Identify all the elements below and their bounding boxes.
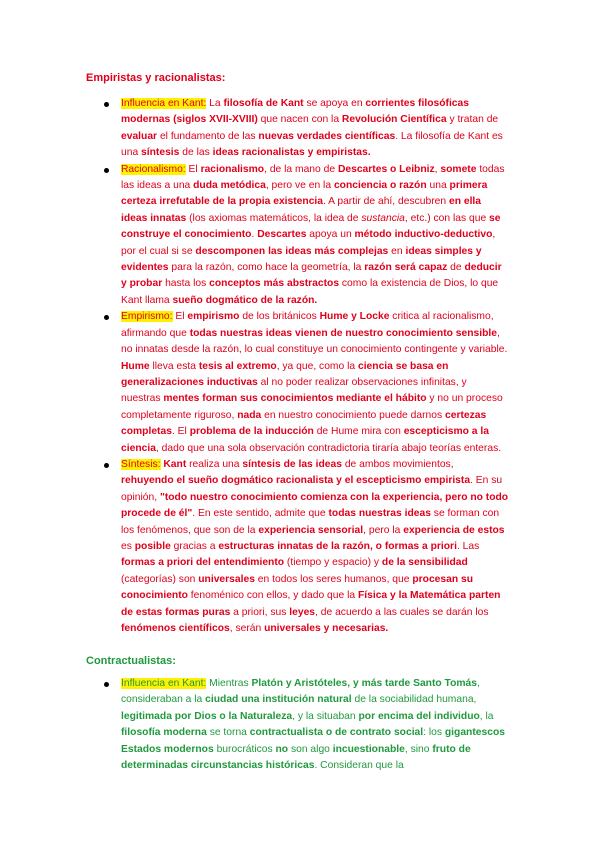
- bullet-icon: [104, 315, 109, 320]
- bold-text: sueño dogmático de la razón.: [172, 294, 318, 306]
- bold-text: todas nuestras ideas vienen de nuestro conocimiento sensible: [189, 327, 497, 339]
- item-label: Racionalismo:: [121, 163, 186, 175]
- text-run: . En su opinión,: [121, 475, 503, 503]
- text-run: se apoya en: [303, 98, 366, 109]
- text-run: , por el cual si se: [121, 229, 496, 257]
- text-run: en todos los seres humanos, que: [254, 573, 413, 585]
- text-run: una: [426, 180, 450, 192]
- bold-text: síntesis: [141, 147, 180, 159]
- bold-text: por encima del individuo: [358, 710, 480, 722]
- heading-empiristas-racionalistas: Empiristas y racionalistas:: [86, 72, 226, 84]
- bold-text: nada: [237, 409, 262, 421]
- bold-text: Hume y Locke: [319, 311, 390, 323]
- bold-text: somete: [440, 163, 477, 175]
- text-run: y no un proceso completamente riguroso,: [121, 393, 503, 421]
- list-item-influencia-kant-contractualistas: [104, 676, 509, 774]
- bold-text: incuestionable: [332, 743, 405, 755]
- item-label: Influencia en Kant:: [121, 98, 207, 109]
- text-run: hasta los: [162, 278, 210, 290]
- item-text: [121, 164, 505, 306]
- text-run: El: [185, 163, 201, 175]
- list-item-influencia-kant: [104, 96, 509, 162]
- bold-text: ideas racionalistas y empiristas.: [212, 147, 371, 159]
- text-run: , sino: [404, 743, 433, 755]
- text-run: El: [172, 311, 188, 323]
- text-run: de: [447, 262, 465, 274]
- item-label: Empirismo:: [121, 311, 173, 323]
- text-run: se forman con los fenómenos, que son de la: [121, 508, 500, 536]
- text-run: es: [121, 540, 135, 552]
- bold-text: evaluar: [121, 130, 158, 142]
- bold-text: certezas completas: [121, 409, 487, 438]
- text-run: , etc.) con las que: [404, 212, 490, 224]
- text-run: apoya un: [306, 229, 355, 241]
- bold-text: no: [275, 743, 289, 755]
- bold-text: Kant: [163, 458, 187, 470]
- text-run: fenoménico con ellos, y dado que la: [187, 590, 358, 602]
- bold-text: razón será capaz: [364, 262, 448, 274]
- text-run: al no poder realizar observaciones infinitas, y nuestras: [121, 376, 467, 405]
- bold-text: ideas simples y evidentes: [121, 245, 482, 274]
- bold-text: formas a priori del entendimiento: [121, 557, 285, 569]
- bold-text: empirismo: [187, 311, 240, 323]
- bold-text: procesan su conocimiento: [121, 573, 474, 602]
- list-item-sintesis: [104, 457, 509, 637]
- text-run: . Consideran que la: [314, 760, 404, 772]
- bold-text: Platón y Aristóteles, y más tarde Santo Tomás: [251, 678, 477, 689]
- text-run: para la razón, como hace la geometría, la: [168, 262, 365, 274]
- bold-text: ciencia se basa en generalizaciones inductivas: [121, 360, 449, 388]
- text-run: de la sociabilidad humana,: [351, 694, 477, 706]
- text-run: , de acuerdo a las cuales se darán los: [315, 606, 489, 618]
- item-text: [121, 459, 508, 634]
- text-run: de Hume mira con: [313, 426, 404, 438]
- text-run: como la existencia de Dios, lo que Kant llama: [121, 278, 499, 306]
- bold-text: duda metódica: [193, 180, 266, 192]
- bold-text: universales y necesarias.: [264, 623, 389, 634]
- text-run: ,: [434, 163, 441, 175]
- bold-text: Revolución Científica: [341, 114, 447, 126]
- bold-text: mentes forman sus conocimientos mediante el hábito: [163, 393, 427, 405]
- text-run: . La filosofía de Kant es una: [121, 130, 503, 159]
- bold-text: universales: [198, 573, 255, 585]
- text-run: , de la mano de: [264, 163, 338, 175]
- bullet-icon: [104, 463, 109, 468]
- list-item-empirismo: [104, 309, 509, 457]
- text-run: lleva esta: [149, 360, 199, 372]
- text-run: (tiempo y espacio) y: [284, 557, 382, 569]
- text-run: gracias a: [170, 540, 219, 552]
- text-run: el fundamento de las: [157, 130, 259, 142]
- heading-contractualistas: Contractualistas:: [86, 655, 176, 667]
- item-label: Síntesis:: [121, 458, 161, 470]
- item-text: [121, 678, 505, 771]
- bold-text: deducir y probar: [121, 262, 502, 290]
- bold-text: experiencia sensorial: [258, 524, 364, 536]
- text-run: . A partir de ahí, descubren: [323, 196, 449, 208]
- text-run: y tratan de: [446, 114, 499, 126]
- bold-text: estructuras innatas de la razón, o formas a priori: [218, 540, 457, 552]
- bold-text: fruto de determinadas circunstancias históricas: [121, 743, 471, 772]
- bold-text: posible: [134, 540, 171, 552]
- bold-text: de la sensibilidad: [381, 557, 468, 569]
- bold-text: leyes: [289, 606, 316, 618]
- text-run: . Las: [456, 540, 480, 552]
- bold-text: problema de la inducción: [189, 426, 314, 438]
- text-run: (categorías) son: [121, 573, 199, 585]
- item-text: [121, 311, 507, 453]
- bold-text: legitimada por Dios o la Naturaleza: [121, 710, 293, 722]
- bold-text: "todo nuestro conocimiento comienza con la experiencia, pero no todo procede de él": [121, 491, 509, 520]
- bold-text: en ella ideas innatas: [121, 196, 482, 224]
- bullet-icon: [104, 682, 109, 687]
- text-run: , ya que, como la: [276, 360, 358, 372]
- bold-text: escepticismo a la ciencia: [121, 426, 489, 454]
- text-run: en nuestro conocimiento puede darnos: [261, 409, 445, 421]
- text-run: La: [206, 98, 224, 109]
- text-run: .: [251, 229, 258, 241]
- bold-text: contractualista o de contrato social: [249, 727, 424, 739]
- text-run: , no innatas desde la razón, lo cual constituye un conocimiento contingente y variable.: [121, 327, 508, 356]
- bold-text: se construye el conocimiento: [121, 212, 501, 241]
- bold-text: descomponen las ideas más complejas: [195, 245, 389, 257]
- text-run: . En este sentido, admite que: [192, 508, 329, 520]
- bold-text: síntesis de las ideas: [242, 458, 342, 470]
- text-run: en: [388, 245, 406, 257]
- text-run: , dado que una sola observación contradictoria tiraría abajo teorías enteras.: [155, 442, 502, 454]
- bold-text: Hume: [121, 360, 150, 372]
- text-run: : los: [423, 727, 445, 739]
- text-run: . El: [171, 426, 190, 438]
- text-run: (los axiomas matemáticos, la idea de: [186, 212, 362, 224]
- text-run: , serán: [229, 623, 265, 634]
- text-run: de los británicos: [239, 311, 320, 323]
- bold-text: Descartes: [257, 229, 307, 241]
- text-run: se torna: [206, 727, 250, 739]
- text-run: de ambos movimientos,: [341, 458, 454, 470]
- list-item-racionalismo: [104, 162, 509, 310]
- text-run: a priori, sus: [230, 606, 290, 618]
- item-label: Influencia en Kant:: [121, 678, 207, 689]
- text-run: Mientras: [206, 678, 252, 689]
- text-run: , pero ve en la: [265, 180, 334, 192]
- bold-text: conceptos más abstractos: [209, 278, 340, 290]
- bold-text: filosofía moderna: [121, 727, 207, 739]
- bold-text: ciudad una institución natural: [205, 694, 352, 706]
- bullet-icon: [104, 168, 109, 173]
- text-run: , la: [479, 710, 494, 722]
- text-run: , y la situaban: [292, 710, 359, 722]
- list-empiristas-racionalistas: [104, 96, 509, 637]
- text-run: burocráticos: [213, 743, 276, 755]
- bold-text: filosofía de Kant: [223, 98, 304, 109]
- text-run: critica al racionalismo, afirmando que: [121, 311, 494, 339]
- bold-text: Física y la Matemática parten de estas formas puras: [121, 590, 501, 618]
- text-run: , consideraban a la: [121, 678, 480, 706]
- text-run: todas las ideas a una: [121, 163, 505, 192]
- bullet-icon: [104, 102, 109, 107]
- bold-text: racionalismo: [200, 163, 265, 175]
- text-run: son algo: [288, 743, 333, 755]
- bold-text: Descartes o Leibniz: [337, 163, 435, 175]
- bold-text: fenómenos científicos: [121, 623, 230, 634]
- bold-text: conciencia o razón: [333, 180, 427, 192]
- italic-text: sustancia: [361, 212, 405, 224]
- bold-text: tesis al extremo: [198, 360, 277, 372]
- list-contractualistas: [104, 676, 509, 774]
- text-run: de las: [179, 147, 213, 159]
- bold-text: rehuyendo el sueño dogmático racionalista y el escepticismo empirista: [121, 475, 471, 487]
- text-run: que nacen con la: [257, 114, 342, 126]
- text-run: realiza una: [186, 458, 243, 470]
- bold-text: nuevas verdades científicas: [258, 130, 396, 142]
- bold-text: gigantescos Estados modernos: [121, 727, 505, 755]
- bold-text: todas nuestras ideas: [328, 508, 431, 520]
- bold-text: experiencia de estos: [403, 524, 505, 536]
- bold-text: corrientes filosóficas modernas (siglos XVII-XVIII): [121, 98, 469, 126]
- text-run: , pero la: [363, 524, 404, 536]
- bold-text: primera certeza irrefutable de la propia existencia: [121, 180, 488, 208]
- bold-text: método inductivo-deductivo: [354, 229, 493, 241]
